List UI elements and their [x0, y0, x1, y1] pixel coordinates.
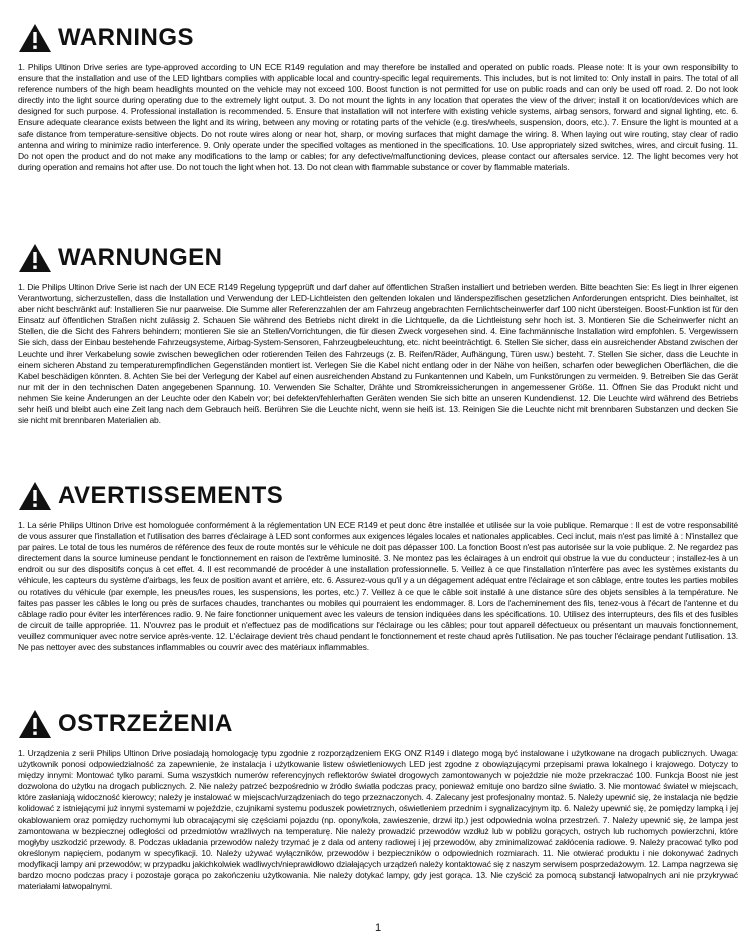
warning-triangle-icon [18, 243, 52, 273]
section-warnings-pl [18, 704, 738, 913]
section-warnings-fr [18, 476, 738, 704]
page-number: 1 [374, 922, 382, 934]
heading-text: WARNINGS [58, 24, 194, 51]
section-heading [18, 238, 738, 278]
warning-body-text: 1. Philips Ultinon Drive series are type-approved according to UN ECE R149 regulation and may therefore be installed and operated on public roads. Please note: It is your own responsibility to ensure that the installation and use of the LED lightbars complies with applicable local and country-specific legal requirements. This includes, but is not limited to: Only install in pairs. The total of all reference numbers of the high beam headlights mounted on the vehicle may not exceed 100. Boost function is not permitted for use on public roads and can only be used off road. 2. Do not look directly into the light source during operating due to the extremely light output. 3. Do not mount the lights in any location that operates the view of the driver; install it on location/devices which are designed for such purpose. 4. Professional installation is recommended. 5. Ensure that installation will not interfere with existing vehicle systems, airbag sensors, forward and signal lighting, etc. 6. Ensure adequate clearance exists between the light and its wiring, between any moving or rotating parts of the vehicle (e.g. tires/wheels, suspension, doors, etc.). 7. Ensure the light is mounted at a safe distance from temperature-sensitive objects. Do not route wires along or near hot, sharp, or moving surfaces that might damage the wiring. 8. When laying out wire routing, stay clear of radio antenna and wiring to minimize radio interference. 9. Only operate under the specified voltages as mentioned in the specifications. 10. Use appropriately sized switches, wires, and circuit fusing. 11. Do not open the product and do not make any modifications to the lamp or cables; for any defective/malfunctioning devices, please contact our aftersales service. 12. The light becomes very hot during operation and remains hot after use. Do not touch the light when hot. 13. Do not clean with flammable substance or cover by flammable materials. [18, 62, 738, 172]
warning-triangle-icon [18, 23, 52, 53]
warning-body-text: 1. Die Philips Ultinon Drive Serie ist nach der UN ECE R149 Regelung typgeprüft und darf daher auf öffentlichen Straßen installiert und betrieben werden. Bitte beachten Sie: Es liegt in Ihrer eigenen Verantwortung, sicherzustellen, dass die Installation und Verwendung der LED-Lichtleisten den geltenden lokalen und länderspezifischen gesetzlichen Anforderungen entspricht. Dies beinhaltet, ist aber nicht beschränkt auf: Installieren Sie nur paarweise. Die Summe aller Referenzzahlen der am Fahrzeug angebrachten Fernlichtscheinwerfer darf 100 nicht übersteigen. Boost-Funktion ist für den Einsatz auf öffentlichen Straßen nicht zulässig 2. Schauen Sie während des Betriebs nicht direkt in die Lichtquelle, da die Lichtleistung sehr hoch ist. 3. Montieren Sie die Scheinwerfer nicht an Stellen, die die Sicht des Fahrers behindern; montieren Sie sie an Stellen/Vorrichtungen, die für diesen Zweck vorgesehen sind. 4. Eine fachmännische Installation wird empfohlen. 5. Vergewissern Sie sich, dass der Einbau bestehende Fahrzeugsysteme, Airbag-System-Sensoren, Fahrzeugbeleuchtung, etc. nicht beeinträchtigt. 6. Stellen Sie sicher, dass ein ausreichender Abstand zwischen der Leuchte und ihrer Verkabelung sowie zwischen beweglichen oder rotierenden Teilen des Fahrzeugs (z. B. Reifen/Räder, Aufhängung, Türen usw.) besteht. 7. Stellen Sie sicher, dass die Leuchte in einem sicheren Abstand zu temperaturempfindlichen Gegenständen montiert ist. Verlegen Sie die Kabel nicht entlang oder in der Nähe von heißen, scharfen oder beweglichen Oberflächen, die die Kabel beschädigen könnten. 8. Achten Sie bei der Verlegung der Kabel auf einen ausreichenden Abstand zu Funkantennen und Kabeln, um Funkstörungen zu vermeiden. 9. Betreiben Sie das Gerät nur mit der in den technischen Daten angegebenen Spannung. 10. Verwenden Sie Schalter, Drähte und Stromkreissicherungen in angemessener Größe. 11. Öffnen Sie das Produkt nicht und nehmen Sie keine Änderungen an der Leuchte oder den Kabeln vor; bei defekten/fehlerhaften Geräten wenden Sie sich bitte an unseren Kundendienst. 12. Die Leuchte wird während des Betriebs sehr heiß und bleibt auch eine Zeit lang nach dem Gebrauch heiß. Berühren Sie die Leuchte nicht, wenn sie heiß ist. 13. Reinigen Sie die Leuchte nicht mit brennbaren Substanzen und decken Sie sie nicht mit brennbaren Materialien ab. [18, 282, 738, 426]
section-warnings-de [18, 238, 738, 476]
warning-body-text: 1. Urządzenia z serii Philips Ultinon Drive posiadają homologację typu zgodnie z rozporządzeniem EKG ONZ R149 i dlatego mogą być instalowane i użytkowane na drogach publicznych. Uwaga: użytkownik ponosi odpowiedzialność za zapewnienie, że instalacja i użytkowanie listew oświetleniowych LED jest zgodne z obowiązującymi przepisami prawa lokalnego i krajowego. Dotyczy to między innymi: Montować tylko parami. Suma wszystkich numerów referencyjnych reflektorów świateł drogowych zamontowanych w pojeździe nie może przekraczać 100. Funkcja Boost nie jest dozwolona do użytku na drogach publicznych. 2. Nie należy patrzeć bezpośrednio w źródło światła podczas pracy, ponieważ emituje ono bardzo silne światło. 3. Nie montować świateł w miejscach, które zasłaniają widoczność kierowcy; należy je instalować w miejscach/urządzeniach do tego przeznaczonych. 4. Zalecany jest profesjonalny montaż. 5. Należy upewnić się, że instalacja nie będzie kolidować z istniejącymi już innymi systemami w pojeździe, czujnikami systemu poduszek powietrznych, oświetleniem przednim i sygnalizacyjnym itp. 6. Należy upewnić się, że pomiędzy lampką i jej okablowaniem oraz pomiędzy ruchomymi lub obracającymi się częściami pojazdu (np. opony/koła, zawieszenie, drzwi itp.) jest odpowiednia wolna przestrzeń. 7. Należy upewnić się, że lampa jest zamontowana w bezpiecznej odległości od przedmiotów wrażliwych na temperaturę. Nie należy prowadzić przewodów wzdłuż lub w pobliżu gorących, ostrych lub ruchomych powierzchni, które mogłyby uszkodzić przewody. 8. Podczas układania przewodów należy trzymać je z dala od anteny radiowej i jej przewodów, aby zminimalizować zakłócenia radiowe. 9. Należy pracować tylko pod określonym napięciem, podanym w specyfikacji. 10. Należy używać wyłączników, przewodów i bezpieczników o odpowiednich rozmiarach. 11. Nie otwierać produktu i nie dokonywać żadnych modyfikacji lampy ani przewodów; w przypadku jakichkolwiek wadliwych/nieprawidłowo działających urządzeń należy kontaktować się z naszym serwisem posprzedażowym. 12. Lampa nagrzewa się bardzo mocno podczas pracy i pozostaje gorąca po zakończeniu użytkowania. Nie należy dotykać lampy, gdy jest gorąca. 13. Nie czyścić za pomocą substancji łatwopalnych ani nie przykrywać materiałami łatwopalnymi. [18, 748, 738, 892]
warning-triangle-icon [18, 709, 52, 739]
section-warnings-en [18, 18, 738, 238]
warning-body-text: 1. La série Philips Ultinon Drive est homologuée conformément à la réglementation UN ECE R149 et peut donc être installée et utilisée sur la voie publique. Remarque : Il est de votre responsabilité de vous assurer que l'installation et l'utilisation des barres d'éclairage à LED sont conformes aux exigences légales locales et nationales applicables. Ceci inclut, mais n'est pas limité à : N'installez que par paires. Le total de tous les numéros de référence des feux de route montés sur le véhicule ne doit pas dépasser 100. La fonction Boost n'est pas autorisée sur la voie publique. 2. Ne regardez pas directement dans la source lumineuse pendant le fonctionnement en raison de l'extrême luminosité. 3. Ne montez pas les éclairages à un endroit qui obstrue la vue du conducteur ; installez-les à un endroit ou sur des dispositifs conçus à cet effet. 4. Il est recommandé de procéder à une installation professionnelle. 5. Veillez à ce que l'installation n'interfère pas avec les systèmes existants du véhicule, les capteurs du système d'airbags, les feux de position avant et arrière, etc. 6. Assurez-vous qu'il y a un dégagement adéquat entre l'éclairage et son câblage, entre toutes les parties mobiles ou rotatives du véhicule (par exemple, les pneus/les roues, les suspensions, les portes, etc.) 7. Veillez à ce que le câble soit installé à une distance sûre des objets sensibles à la température. Ne faites pas passer les câbles le long ou près de surfaces chaudes, tranchantes ou mobiles qui pourraient les endommager. 8. Lors de l'acheminement des fils, tenez-vous à l'écart de l'antenne et du câblage radio pour éviter les interférences radio. 9. Ne faire fonctionner uniquement avec les valeurs de tension indiquées dans les spécifications. 10. Utilisez des interrupteurs, des fils et des fusibles de circuit de taille appropriée. 11. N'ouvrez pas le produit et n'effectuez pas de modifications sur l'éclairage ou les câbles; pour tout appareil défectueux ou présentant un mauvais fonctionnement, veuillez communiquer avec notre service après-vente. 12. L'éclairage devient très chaud pendant le fonctionnement et reste chaud après l'utilisation. Ne pas toucher l'éclairage pendant l'utilisation. 13. Ne pas nettoyer avec des substances inflammables ou couvrir avec des matériaux inflammables. [18, 520, 738, 653]
heading-text: OSTRZEŻENIA [58, 710, 233, 737]
warning-triangle-icon [18, 481, 52, 511]
heading-text: AVERTISSEMENTS [58, 482, 284, 509]
section-heading [18, 18, 738, 58]
warnings-document [18, 18, 738, 913]
heading-text: WARNUNGEN [58, 244, 223, 271]
section-heading [18, 476, 738, 516]
section-heading [18, 704, 738, 744]
